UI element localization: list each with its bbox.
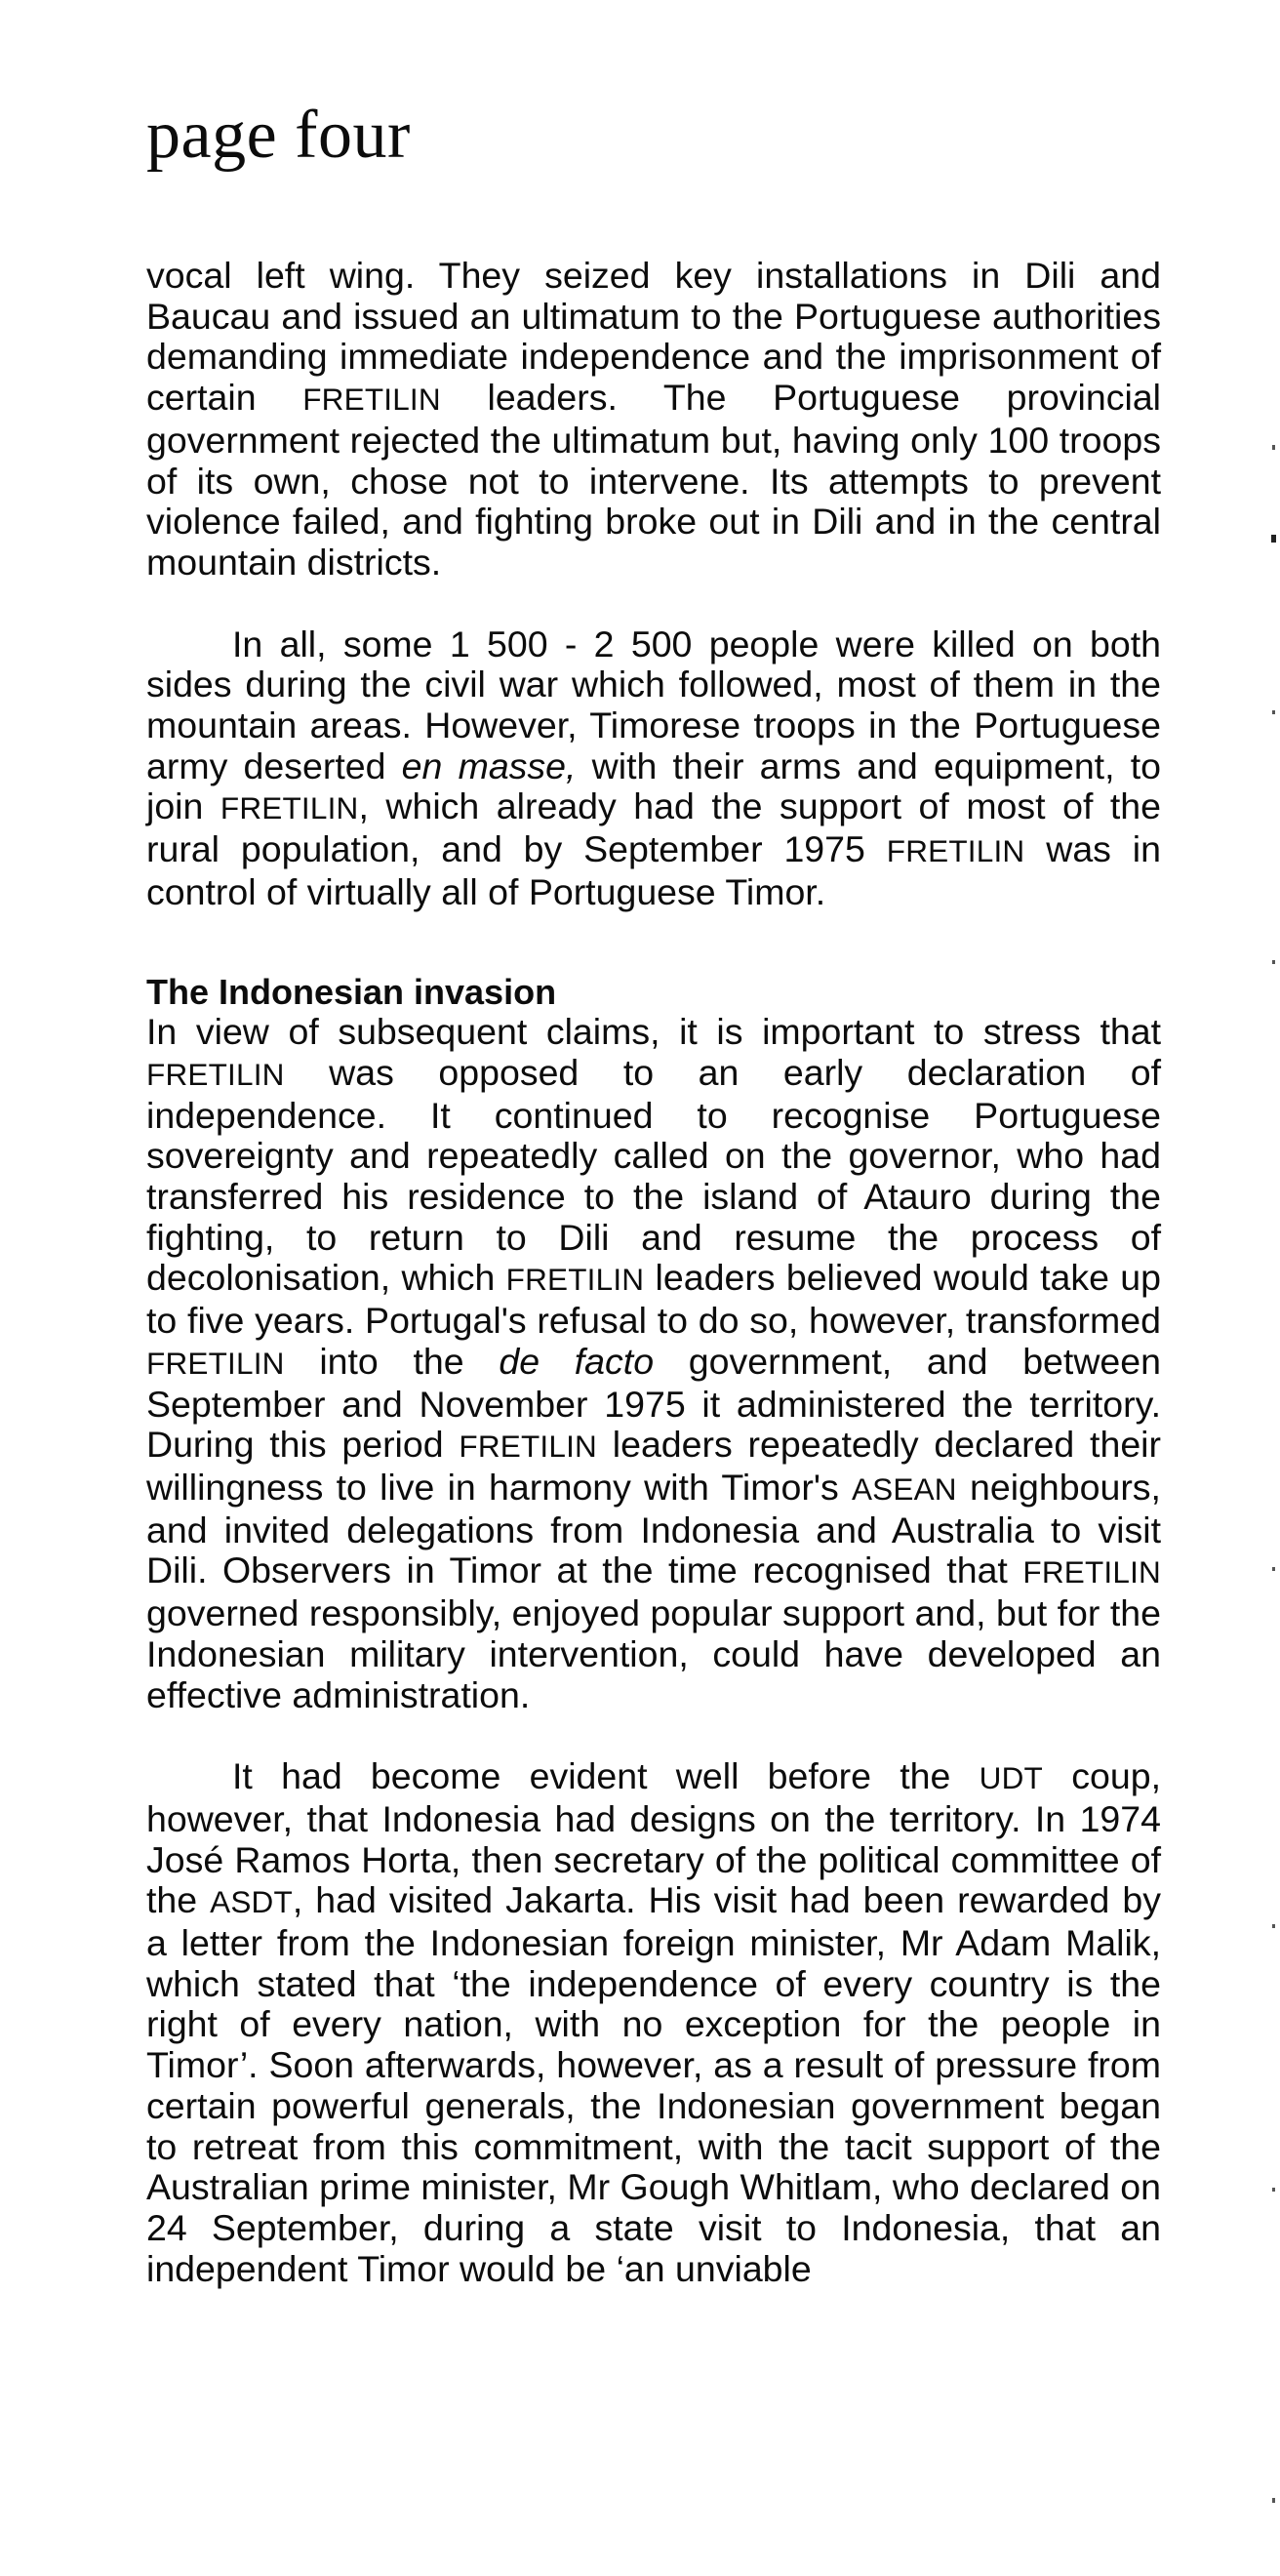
acronym: FRETILIN [302,382,441,418]
text-run: coup, however, that Indonesia had designs on the territory. In 1974 José Ramos Horta, then secretary of the political committee of the [146,1755,1162,1921]
text-run: was in control of virtually all of Portuguese Timor. [146,828,1161,912]
paragraph-gap [146,584,1161,624]
paragraph-1 [146,256,1161,584]
text-run: governed responsibly, enjoyed popular support and, but for the Indonesian military intervention, could have developed an effective administration. [146,1592,1161,1715]
acronym: FRETILIN [1022,1554,1161,1590]
acronym: FRETILIN [886,833,1025,869]
paragraph-3 [146,1012,1161,1715]
text-run: It had become evident well before the [232,1755,980,1797]
section-heading: The Indonesian invasion [146,971,557,1012]
text-run: leaders repeatedly declared their willingness to live in harmony with Timor's [146,1424,1161,1508]
italic-text: de facto [499,1340,655,1382]
text-run: , had visited Jakarta. His visit had been rewarded by a letter from the Indonesian foreign minister, Mr Adam Malik, which stated that ‘the independence of every country is the right of every nation, with no exception for the people in Timor’. Soon afterwards, however, as a result of pressure from certain powerful generals, the Indonesian government began to retreat from this commitment, with the tacit support of the Australian prime minister, Mr Gough Whitlam, who declared on 24 September, during a state visit to Indonesia, that an independent Timor would be ‘an unviable [146,1879,1162,2289]
text-run: with their arms and equipment, to join [146,745,1161,827]
scan-mark [1272,1567,1275,1571]
paragraph-4 [146,1756,1161,2289]
scan-mark [1272,445,1275,450]
page-header: page four [146,98,411,173]
section-gap [146,913,1161,972]
italic-text: en masse, [401,745,577,786]
text-run: vocal left wing. They seized key installations in Dili and Baucau and issued an ultimatum to the Portuguese authorities demanding immediate independence and the imprisonment of certain [146,255,1161,419]
acronym: FRETILIN [220,790,359,826]
acronym: UDT [979,1760,1043,1796]
acronym: FRETILIN [146,1056,285,1092]
text-run: neighbours, and invited delegations from Indonesia and Australia to visit Dili. Observers in Timor at the time recognised that [146,1466,1161,1591]
text-run: government, and between September and November 1975 it administered the territory. During this period [146,1340,1161,1466]
scan-mark [1271,535,1276,543]
paragraph-gap [146,1715,1161,1756]
scan-mark [1272,2498,1275,2503]
acronym: FRETILIN [459,1429,597,1465]
text-run: In all, some 1 500 - 2 500 people were killed on both sides during the civil war which followed, most of them in the mountain areas. However, Timorese troops in the Portuguese army deserted [146,623,1161,786]
text-run: leaders believed would take up to five years. Portugal's refusal to do so, however, transformed [146,1257,1161,1342]
acronym: FRETILIN [146,1345,285,1381]
text-run: leaders. The Portuguese provincial government rejected the ultimatum but, having only 100 troops of its own, chose not to intervene. Its attempts to prevent violence failed, and fighting broke out in Dili and in the central mountain districts. [146,377,1162,583]
text-run: In view of subsequent claims, it is important to stress that [146,1011,1161,1053]
body-text [146,256,1161,2289]
text-run: was opposed to an early declaration of independence. It continued to recognise Portuguese sovereignty and repeatedly called on the governor, who had transferred his residence to the island of Atauro during the fighting, to return to Dili and resume the process of decolonisation, which [146,1051,1161,1299]
scan-mark [1272,960,1275,964]
acronym: ASEAN [851,1470,957,1507]
text-run: , which already had the support of most of the rural population, and by September 1975 [146,785,1161,870]
text-run: into the [284,1340,500,1382]
paragraph-2 [146,624,1161,913]
acronym: FRETILIN [505,1262,645,1298]
scan-mark [1272,2188,1275,2192]
scan-mark [1272,710,1275,714]
acronym: ASDT [210,1884,293,1920]
scan-mark [1272,1924,1275,1928]
